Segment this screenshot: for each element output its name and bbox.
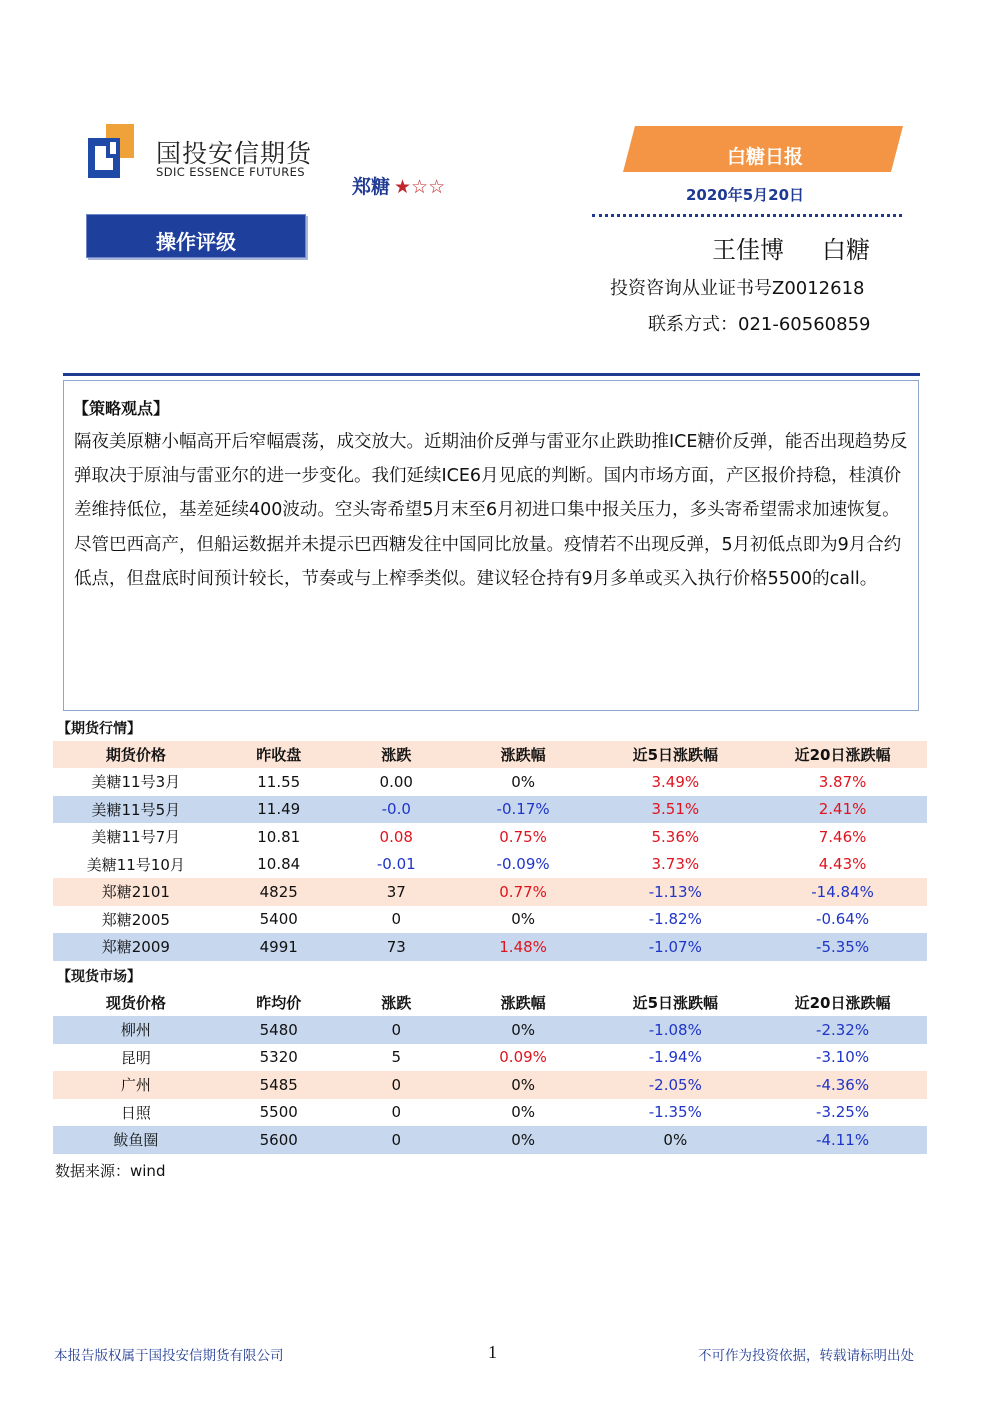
- table-cell: 2.41%: [818, 800, 867, 819]
- table-cell: 5600: [259, 1130, 298, 1149]
- table-cell: -1.82%: [648, 910, 702, 929]
- table-cell: -0.17%: [496, 800, 550, 819]
- table-cell: 0.08: [379, 827, 413, 846]
- table-cell: 10.81: [257, 827, 301, 846]
- table-cell: 0%: [511, 910, 535, 929]
- table-cell: 0.09%: [499, 1048, 547, 1067]
- column-header: 涨跌幅: [500, 994, 546, 1012]
- table-cell: 郑糖2101: [101, 883, 170, 902]
- table-cell: 鲅鱼圈: [113, 1131, 159, 1150]
- table-cell: -1.35%: [648, 1103, 702, 1122]
- table-cell: -4.36%: [816, 1075, 870, 1094]
- column-header: 现货价格: [105, 994, 166, 1012]
- column-header: 近20日涨跌幅: [794, 746, 891, 764]
- spot-table: [53, 989, 927, 1154]
- table-cell: 美糖11号7月: [91, 828, 181, 847]
- table-cell: -0.64%: [816, 910, 870, 929]
- table-cell: 3.73%: [651, 855, 700, 874]
- table-cell: 3.51%: [651, 800, 700, 819]
- footer-disclaimer: 不可作为投资依据，转载请标明出处: [698, 1348, 914, 1364]
- table-cell: 柳州: [120, 1021, 151, 1040]
- table-cell: 0%: [511, 1075, 535, 1094]
- footer-copyright: 本报告版权属于国投安信期货有限公司: [54, 1348, 284, 1364]
- table-cell: 0: [391, 1103, 402, 1122]
- table-row: [53, 1044, 927, 1072]
- table-cell: 5480: [259, 1020, 298, 1039]
- author-line: [712, 230, 870, 265]
- table-cell: 0%: [511, 1020, 535, 1039]
- column-header: 近20日涨跌幅: [794, 994, 891, 1012]
- table-cell: 0%: [663, 1130, 688, 1149]
- table-cell: 0.75%: [499, 827, 547, 846]
- column-header: 昨均价: [256, 994, 302, 1012]
- table-cell: -0.09%: [496, 855, 550, 874]
- column-header: 期货价格: [105, 746, 166, 764]
- column-header: 近5日涨跌幅: [632, 994, 719, 1012]
- table-cell: -5.35%: [816, 937, 870, 956]
- table-header-row: [53, 741, 927, 768]
- report-title: 白糖日报: [726, 146, 803, 168]
- table-cell: 11.49: [257, 800, 301, 819]
- logo-company-name: 国投安信期货: [156, 139, 313, 168]
- certificate-number: 投资咨询从业证书号Z0012618: [610, 278, 865, 299]
- table-cell: -1.94%: [648, 1048, 702, 1067]
- table-cell: 5485: [259, 1075, 298, 1094]
- table-cell: 昆明: [120, 1048, 151, 1067]
- table-row: [53, 768, 927, 796]
- logo-company-english: SDIC ESSENCE FUTURES: [156, 165, 305, 179]
- operation-rating-label: 操作评级: [156, 230, 236, 254]
- data-source: 数据来源：wind: [55, 1162, 166, 1180]
- table-cell: 0: [391, 1020, 402, 1039]
- table-row: [53, 933, 927, 961]
- table-cell: 4991: [259, 937, 298, 956]
- table-cell: -1.07%: [648, 937, 702, 956]
- table-cell: 5500: [259, 1103, 298, 1122]
- contact-info: 联系方式：021-60560859: [648, 314, 871, 335]
- table-row: [53, 1099, 927, 1127]
- futures-section-title: 【期货行情】: [57, 721, 141, 737]
- table-cell: 0: [391, 910, 402, 929]
- futures-table: [53, 741, 927, 961]
- table-cell: 5: [391, 1048, 402, 1067]
- table-cell: 0%: [511, 1130, 535, 1149]
- table-cell: 7.46%: [818, 827, 867, 846]
- table-cell: 37: [386, 882, 406, 901]
- table-cell: 美糖11号10月: [86, 855, 185, 874]
- table-row: [53, 796, 927, 824]
- product-name: 郑糖: [352, 176, 391, 198]
- table-cell: -4.11%: [816, 1130, 870, 1149]
- table-cell: 4825: [259, 882, 298, 901]
- table-cell: -1.13%: [648, 882, 702, 901]
- table-cell: -1.08%: [648, 1020, 702, 1039]
- table-cell: -2.32%: [816, 1020, 870, 1039]
- table-cell: 郑糖2009: [101, 938, 170, 957]
- table-row: [53, 878, 927, 906]
- author-name: 王佳博: [712, 236, 784, 264]
- table-cell: -3.25%: [816, 1103, 870, 1122]
- table-row: [53, 906, 927, 934]
- strategy-heading: 【策略观点】: [73, 399, 170, 418]
- table-cell: -3.10%: [816, 1048, 870, 1067]
- column-header: 涨跌: [381, 746, 412, 764]
- spot-section-title: 【现货市场】: [57, 969, 141, 985]
- table-cell: 5.36%: [651, 827, 700, 846]
- column-header: 涨跌幅: [500, 746, 546, 764]
- table-cell: 日照: [120, 1103, 151, 1122]
- company-logo-icon: [88, 124, 134, 178]
- table-cell: 3.49%: [651, 772, 700, 791]
- page-number: 1: [488, 1342, 497, 1362]
- section-rule: [63, 373, 920, 376]
- table-cell: 5320: [259, 1048, 298, 1067]
- table-cell: -2.05%: [648, 1075, 702, 1094]
- table-cell: 5400: [259, 910, 298, 929]
- table-cell: 美糖11号3月: [91, 773, 181, 792]
- star-rating: ★☆☆: [394, 176, 446, 198]
- column-header: 近5日涨跌幅: [632, 746, 719, 764]
- table-cell: 0: [391, 1075, 402, 1094]
- table-row: [53, 851, 927, 879]
- column-header: 涨跌: [381, 994, 412, 1012]
- strategy-text: 隔夜美原糖小幅高开后窄幅震荡，成交放大。近期油价反弹与雷亚尔止跌助推ICE糖价反弹，能否出现趋势反弹取决于原油与雷亚尔的进一步变化。我们延续ICE6月见底的判断。国内市场方面，产区报价持稳，桂滇价差维持低位，基差延续400波动。空头寄希望5月末至6月初进口集中报关压力，多头寄希望需求加速恢复。尽管巴西高产，但船运数据并未提示巴西糖发往中国同比放量。疫情若不出现反弹，5月初低点即为9月合约低点，但盘底时间预计较长，节奏或与上榨季类似。建议轻仓持有9月多单或买入执行价格5500的call。: [74, 432, 908, 589]
- product-rating: [352, 172, 445, 199]
- table-row: [53, 1016, 927, 1044]
- table-cell: 73: [386, 937, 406, 956]
- table-cell: 0.00: [379, 772, 413, 791]
- table-cell: 0%: [511, 1103, 535, 1122]
- table-cell: 4.43%: [818, 855, 867, 874]
- table-cell: 1.48%: [499, 937, 547, 956]
- table-cell: 美糖11号5月: [91, 800, 181, 819]
- table-cell: 0.77%: [499, 882, 547, 901]
- table-row: [53, 1126, 927, 1154]
- table-cell: 11.55: [257, 772, 301, 791]
- table-cell: 郑糖2005: [101, 910, 170, 929]
- table-row: [53, 1071, 927, 1099]
- dotted-divider: [592, 214, 902, 217]
- table-cell: -0.0: [381, 800, 411, 819]
- report-date: 2020年5月20日: [685, 186, 805, 204]
- table-cell: 广州: [120, 1076, 151, 1095]
- table-cell: 0: [391, 1130, 402, 1149]
- table-cell: 10.84: [257, 855, 301, 874]
- table-cell: -14.84%: [811, 882, 874, 901]
- operation-rating-box: [86, 214, 306, 258]
- author-category: 白糖: [822, 236, 870, 264]
- table-row: [53, 823, 927, 851]
- table-cell: -0.01: [376, 855, 416, 874]
- column-header: 昨收盘: [256, 746, 302, 764]
- table-cell: 0%: [511, 772, 535, 791]
- table-header-row: [53, 989, 927, 1016]
- table-cell: 3.87%: [818, 772, 867, 791]
